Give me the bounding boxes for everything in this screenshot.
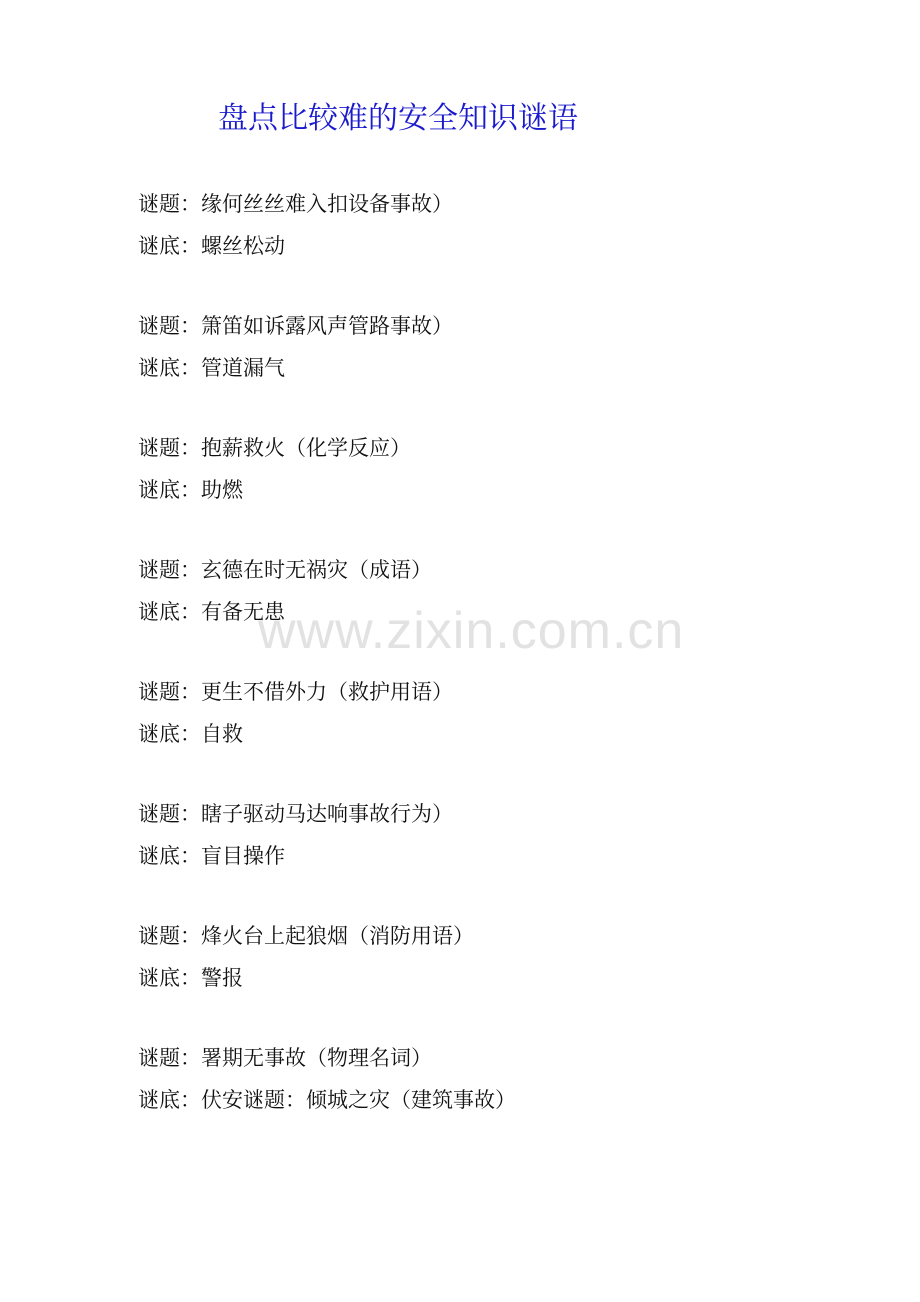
riddle-question: 谜题：烽火台上起狼烟（消防用语） xyxy=(138,924,474,948)
riddle-question: 谜题：署期无事故（物理名词） xyxy=(138,1046,432,1070)
riddle-item xyxy=(138,183,878,305)
riddle-question: 谜题：抱薪救火（化学反应） xyxy=(138,436,411,460)
riddle-answer: 谜底：自救 xyxy=(138,722,243,746)
riddle-item xyxy=(138,793,878,915)
riddle-item xyxy=(138,305,878,427)
riddle-question: 谜题：更生不借外力（救护用语） xyxy=(138,680,453,704)
riddle-answer: 谜底：螺丝松动 xyxy=(138,234,285,258)
riddle-answer: 谜底：助燃 xyxy=(138,478,243,502)
riddle-answer: 谜底：盲目操作 xyxy=(138,844,285,868)
watermark: www.zixin.com.cn xyxy=(258,602,685,660)
riddle-item xyxy=(138,1037,878,1159)
riddle-answer: 谜底：有备无患 xyxy=(138,600,285,624)
riddle-answer: 谜底：伏安谜题：倾城之灾（建筑事故） xyxy=(138,1088,516,1112)
riddle-item xyxy=(138,549,878,671)
riddle-item xyxy=(138,427,878,549)
riddle-item xyxy=(138,915,878,1037)
riddle-answer: 谜底：警报 xyxy=(138,966,243,990)
riddle-question: 谜题：箫笛如诉露风声管路事故） xyxy=(138,314,453,338)
riddle-question: 谜题：瞎子驱动马达响事故行为） xyxy=(138,802,453,826)
riddle-item xyxy=(138,671,878,793)
page-title: 盘点比较难的安全知识谜语 xyxy=(218,101,578,136)
riddle-question: 谜题：玄德在时无祸灾（成语） xyxy=(138,558,432,582)
riddle-answer: 谜底：管道漏气 xyxy=(138,356,285,380)
riddle-question: 谜题：缘何丝丝难入扣设备事故） xyxy=(138,192,453,216)
riddle-list xyxy=(138,183,878,1159)
